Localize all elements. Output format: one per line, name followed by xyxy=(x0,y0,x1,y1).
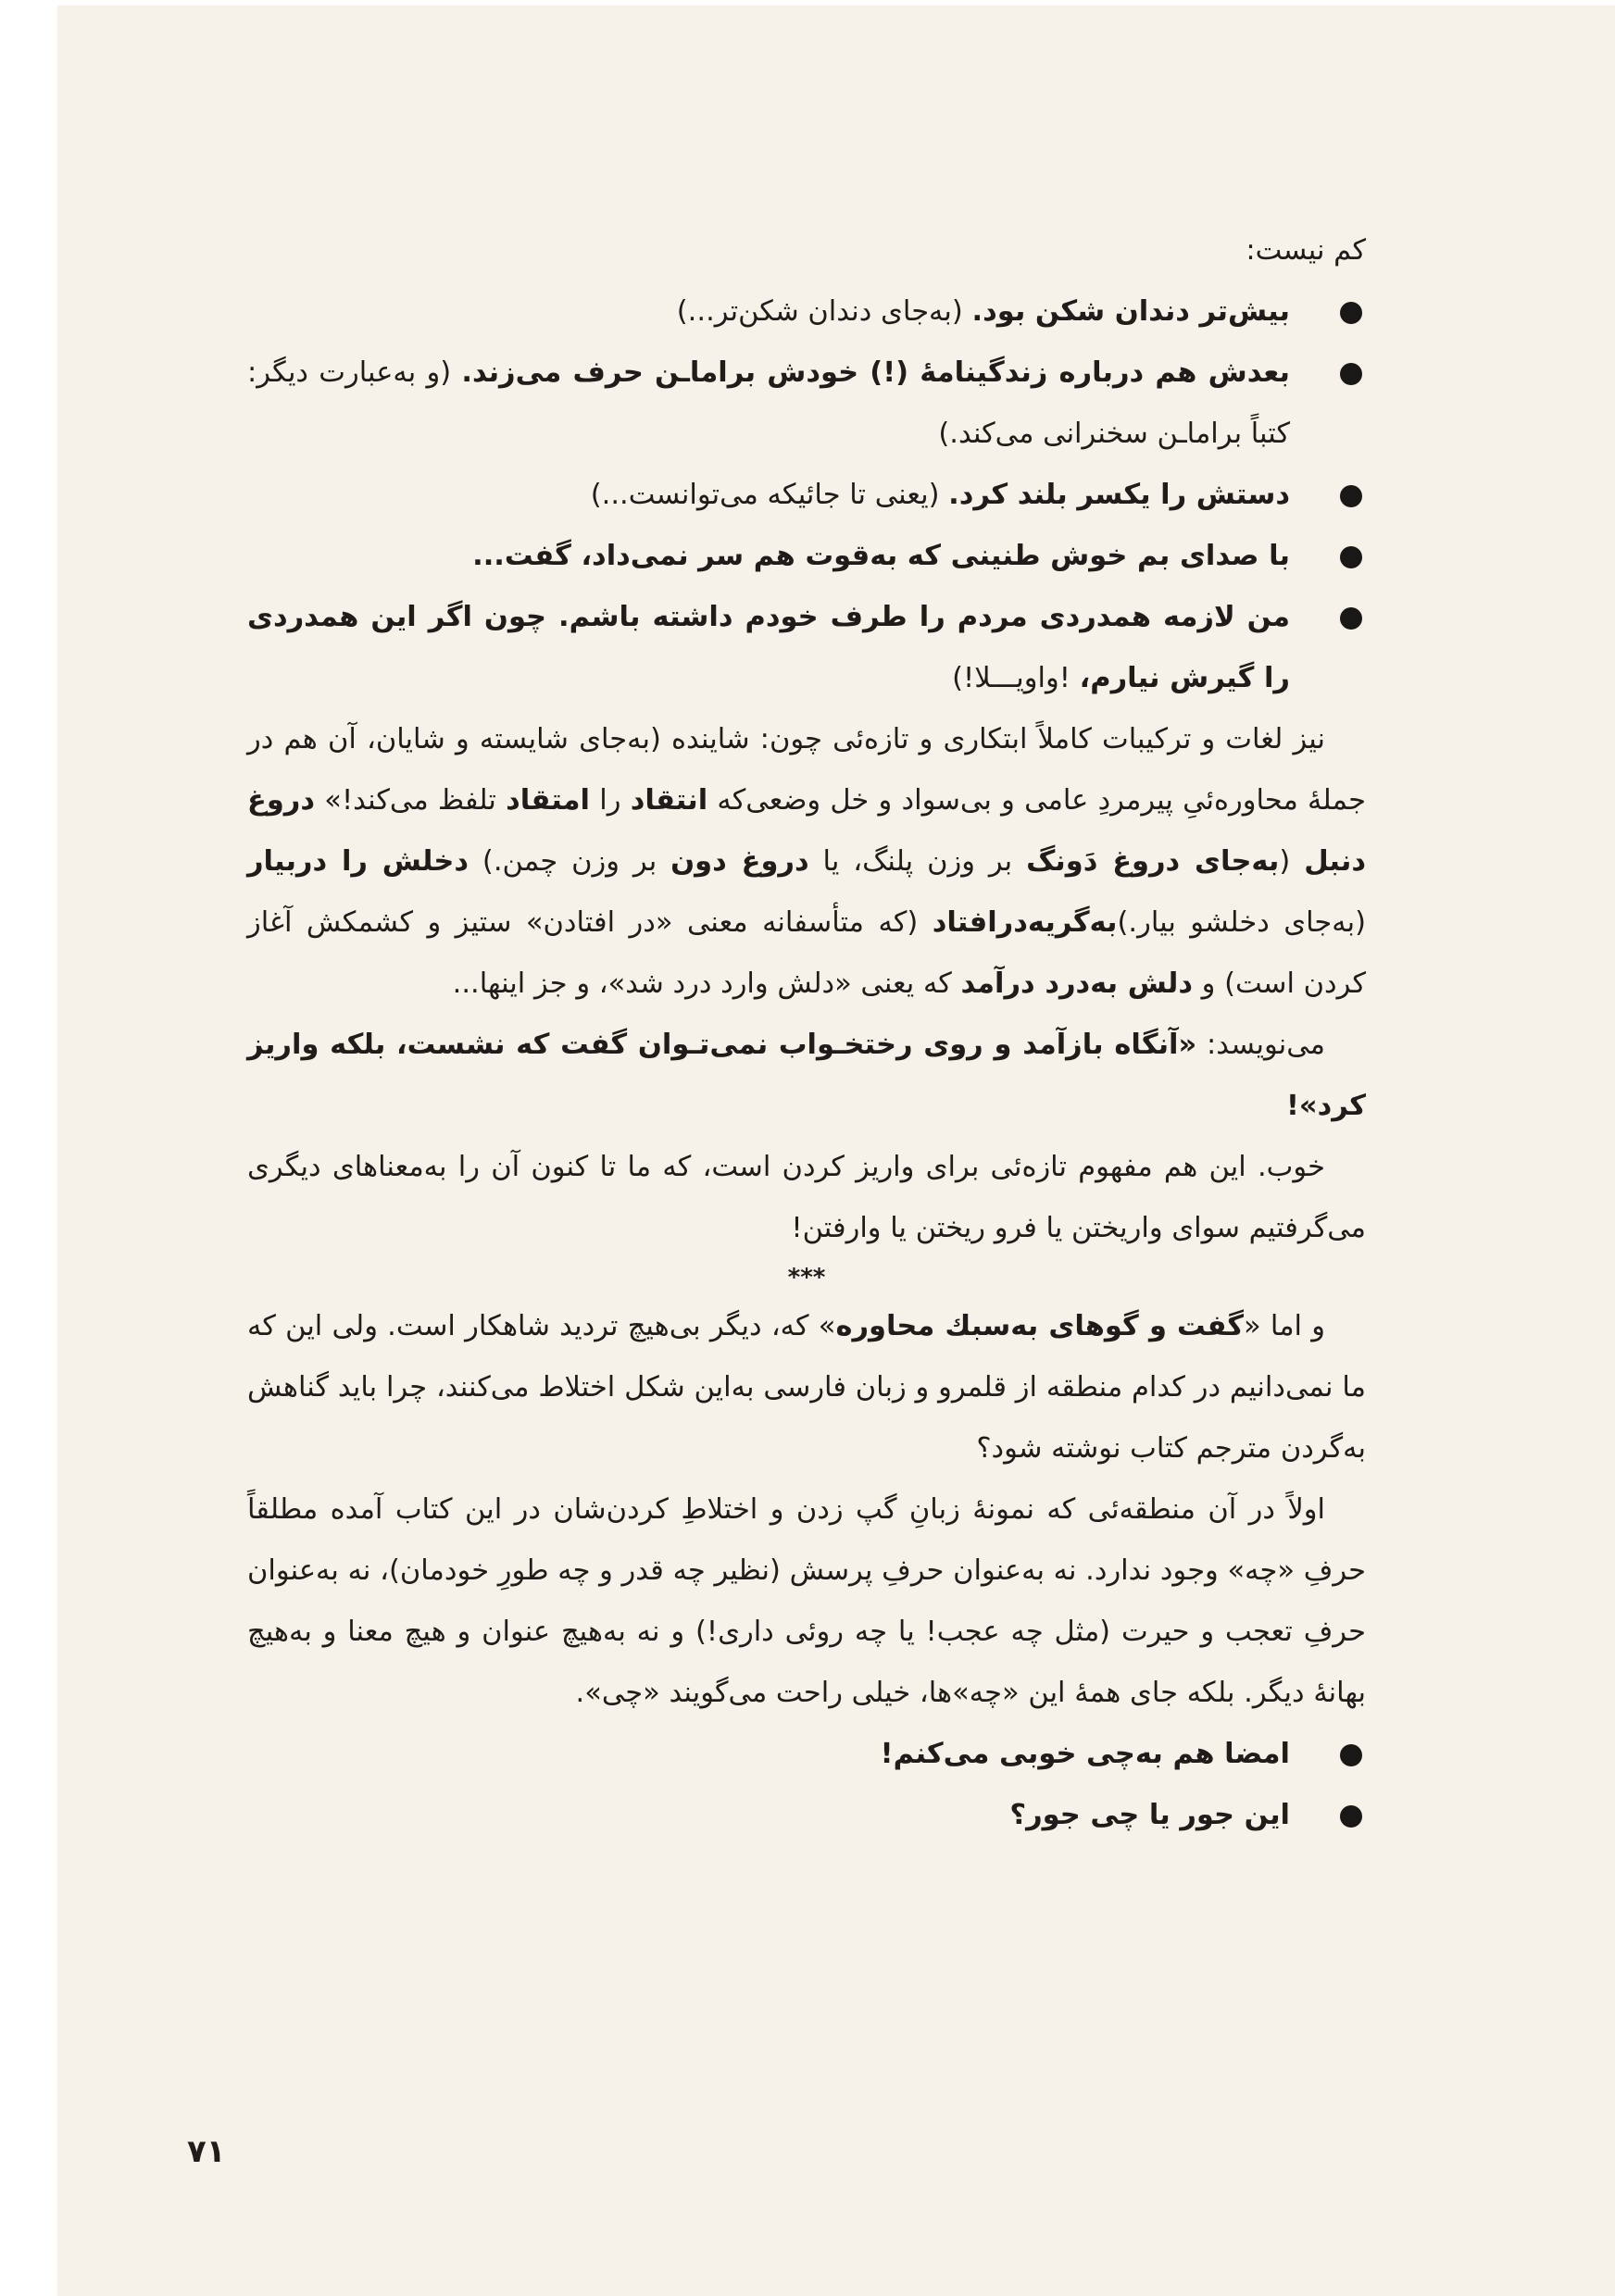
list-item: بعدش هم درباره زندگینامهٔ (!) خودش براماـن حرف می‌زند. (و به‌عبارت دیگر: کتباً براماـن سخنرانی می‌کند.) xyxy=(247,343,1366,465)
paragraph: اولاً در آن منطقه‌ئی که نمونهٔ زبانِ گپ زدن و اختلاطِ کردن‌شان در این کتاب آمده مطلقاً حرفِ «چه» وجود ندارد. نه به‌عنوان حرفِ پرسش (نظیر چه قدر و چه طورِ خودمان)، نه به‌عنوان حرفِ تعجب و حیرت (مثل چه عجب! یا چه روئی داری!) و نه به‌هیچ عنوان و هیچ معنا و به‌هیچ بهانهٔ دیگر. بلکه جای همهٔ این «چه»ها، خیلی راحت می‌گویند «چی». xyxy=(247,1493,1366,1709)
section-separator: *** xyxy=(787,1264,826,1292)
bullet-icon xyxy=(1340,363,1362,385)
list-item: امضا هم به‌چی خوبی می‌کنم! xyxy=(247,1724,1366,1785)
paragraph: نیز لغات و ترکیبات کاملاً ابتکاری و تازه‌ئی چون: شاینده (به‌جای شایسته و شایان، آن هم در جملهٔ محاوره‌ئیِ پیرمردِ عامی و بی‌سواد و خل وضعی‌که انتقاد را امتقاد تلفظ می‌کند!» دروغ دنبل (به‌جای دروغ دَونگ بر وزن پلنگ، یا دروغ دون بر وزن چمن.) دخلش را دربیار (به‌جای دخلشو بیار.)به‌گریه‌درافتاد (که متأسفانه معنی «در افتادن» ستیز و کشمکش آغاز کردن است) و دلش به‌درد درآمد که یعنی «دلش وارد درد شد»، و جز اینها... xyxy=(247,723,1366,1000)
list-item: با صدای بم خوش طنینی که به‌قوت هم سر نمی‌داد، گفت... xyxy=(247,526,1366,587)
bullet-icon xyxy=(1340,302,1362,324)
paragraph: و اما «گفت و گوهای به‌سبك محاوره» که، دیگر بی‌هیچ تردید شاهکار است. ولی این که ما نمی‌دانیم در کدام منطقه از قلمرو و زبان فارسی به‌این شکل اختلاط می‌کنند، چرا باید گناهش به‌گردن مترجم کتاب نوشته شود؟ xyxy=(247,1310,1366,1465)
body-text xyxy=(247,220,1366,1846)
bullet-icon xyxy=(1340,607,1362,630)
scanned-page xyxy=(57,6,1615,2296)
bullet-icon xyxy=(1340,485,1362,507)
bullet-icon xyxy=(1340,546,1362,568)
list-item: بیش‌تر دندان شکن بود. (به‌جای دندان شکن‌تر...) xyxy=(247,281,1366,343)
list-item: این جور یا چی جور؟ xyxy=(247,1785,1366,1846)
bullet-icon xyxy=(1340,1744,1362,1766)
page-number: ۷۱ xyxy=(187,2133,226,2170)
intro-line: کم نیست: xyxy=(1246,234,1366,267)
paragraph: می‌نویسد: «آنگاه بازآمد و روی رختخـواب نمی‌تـوان گفت که نشست، بلکه واریز کرد»! xyxy=(247,1029,1366,1122)
bullet-icon xyxy=(1340,1805,1362,1828)
list-item: دستش را یکسر بلند کرد. (یعنی تا جائیکه می‌توانست...) xyxy=(247,465,1366,526)
paragraph: خوب. این هم مفهوم تازه‌ئی برای واریز کردن است، که ما تا کنون آن را به‌معناهای دیگری می‌گرفتیم سوای واریختن یا فرو ریختن یا وارفتن! xyxy=(247,1151,1366,1244)
list-item: من لازمه همدردی مردم را طرف خودم داشته باشم. چون اگر این همدردی را گیرش نیارم، !واویـــلا!) xyxy=(247,587,1366,709)
